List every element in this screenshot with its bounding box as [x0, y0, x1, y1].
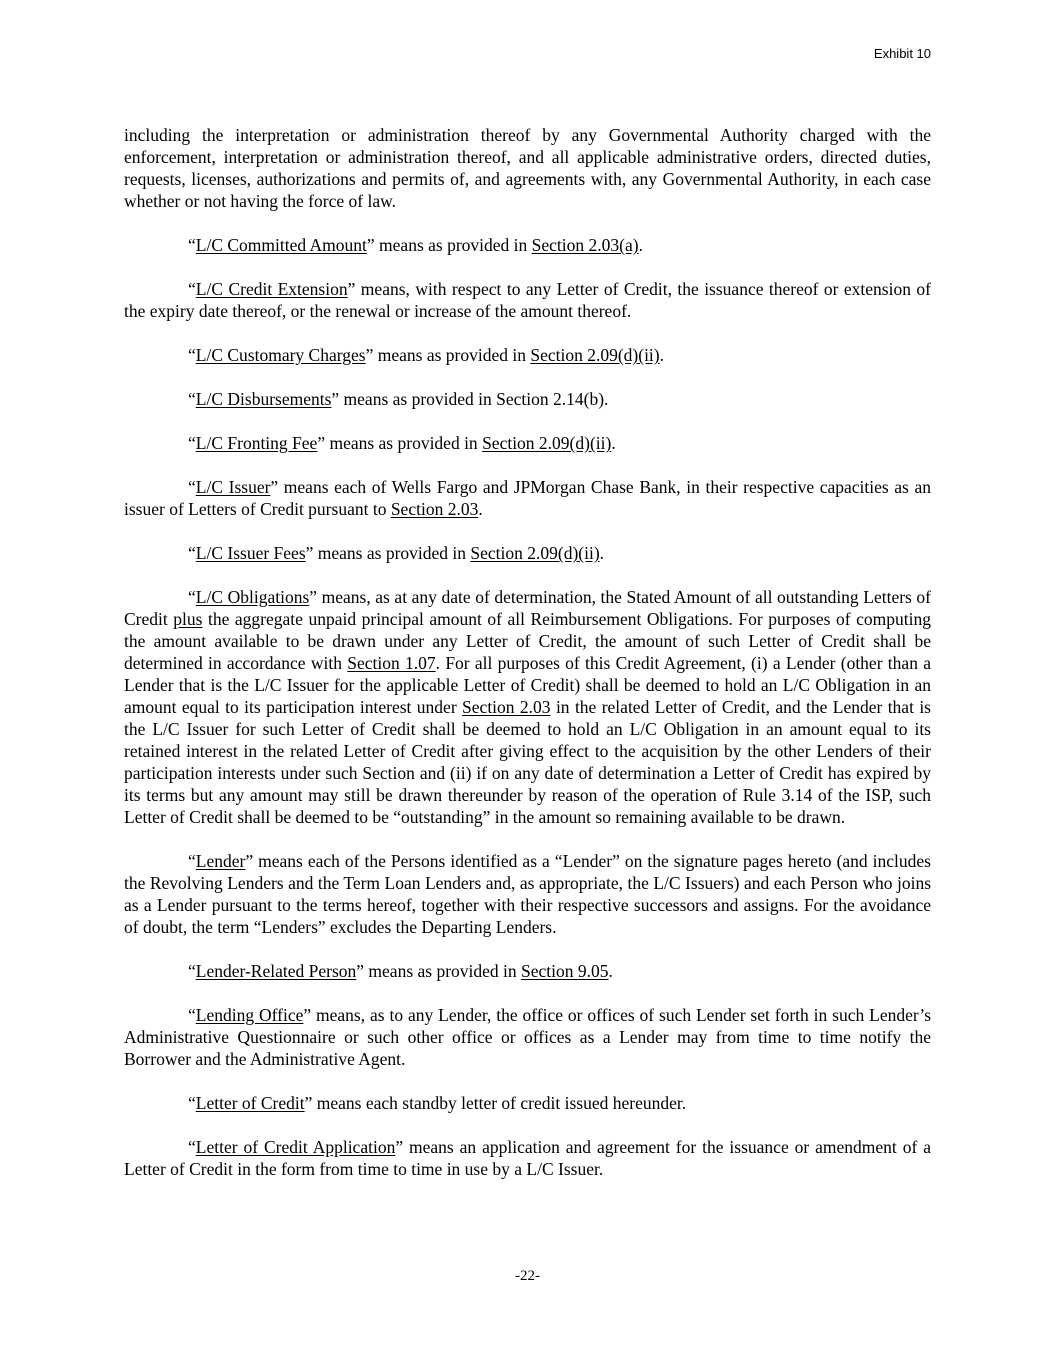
definition-lc-obligations: “L/C Obligations” means, as at any date of determination, the Stated Amount of all outstanding Letters of Credit plus the aggregate unpaid principal amount of all Reimbursement Obligations. For purposes of computing the amount available to be drawn under any Letter of Credit, the amount of such Letter of Credit shall be determined in accordance with Section 1.07. For all purposes of this Credit Agreement, (i) a Lender (other than a Lender that is the L/C Issuer for the applicable Letter of Credit) shall be deemed to hold an L/C Obligation in an amount equal to its participation interest under Section 2.03 in the related Letter of Credit, and the Lender that is the L/C Issuer for such Letter of Credit shall be deemed to hold an L/C Obligation in an amount equal to its retained interest in the related Letter of Credit after giving effect to the acquisition by the other Lenders of their participation interests under such Section and (ii) if on any date of determination a Letter of Credit has expired by its terms but any amount may still be drawn thereunder by reason of the operation of Rule 3.14 of the ISP, such Letter of Credit shall be deemed to be “outstanding” in the amount so remaining available to be drawn. [124, 587, 932, 827]
defined-term: L/C Issuer [195, 477, 271, 497]
section-reference: Section 9.05 [521, 961, 609, 981]
section-reference: Section 2.09(d)(ii) [470, 543, 600, 563]
definition-lc-customary-charges: “L/C Customary Charges” means as provided in Section 2.09(d)(ii). [188, 345, 664, 365]
section-reference: Section 2.09(d)(ii) [482, 433, 612, 453]
defined-term: L/C Credit Extension [195, 279, 348, 299]
intro-paragraph: including the interpretation or administration thereof by any Governmental Authority charged with the enforcement, interpretation or administration thereof, and all applicable administrative orders, directed duties, requests, licenses, authorizations and permits of, and agreements with, any Governmental Authority, in each case whether or not having the force of law. [124, 125, 931, 211]
defined-term: Lending Office [195, 1005, 304, 1025]
definition-lc-disbursements: “L/C Disbursements” means as provided in Section 2.14(b). [188, 389, 609, 409]
defined-term: Lender [195, 851, 246, 871]
section-reference: Section 2.03 [390, 499, 479, 519]
definition-letter-of-credit-application: “Letter of Credit Application” means an application and agreement for the issuance or amendment of a Letter of Credit in the form from time to time in use by a L/C Issuer. [124, 1137, 931, 1179]
defined-term: L/C Issuer Fees [195, 543, 306, 563]
exhibit-label: Exhibit 10 [873, 46, 931, 61]
defined-term: L/C Committed Amount [195, 235, 367, 255]
definition-lc-issuer-fees: “L/C Issuer Fees” means as provided in Section 2.09(d)(ii). [188, 543, 605, 563]
defined-term: L/C Customary Charges [195, 345, 366, 365]
section-reference: Section 1.07 [347, 653, 436, 673]
section-reference: Section 2.03 [462, 697, 551, 717]
section-reference: Section 2.03(a) [531, 235, 639, 255]
defined-term: Letter of Credit Application [195, 1137, 396, 1157]
definition-lc-fronting-fee: “L/C Fronting Fee” means as provided in Section 2.09(d)(ii). [188, 433, 616, 453]
defined-term: L/C Fronting Fee [195, 433, 318, 453]
defined-term: L/C Disbursements [195, 389, 332, 409]
definition-lc-credit-extension: “L/C Credit Extension” means, with respect to any Letter of Credit, the issuance thereof or extension of the expiry date thereof, or the renewal or increase of the amount thereof. [124, 279, 931, 321]
section-reference: Section 2.09(d)(ii) [530, 345, 660, 365]
definition-lending-office: “Lending Office” means, as to any Lender, the office or offices of such Lender set forth in such Lender’s Administrative Questionnaire or such other office or offices as a Lender may from time to time notify the Borrower and the Administrative Agent. [124, 1005, 932, 1069]
definition-lc-committed-amount: “L/C Committed Amount” means as provided in Section 2.03(a). [188, 235, 643, 255]
definition-lender-related-person: “Lender-Related Person” means as provided in Section 9.05. [188, 961, 613, 981]
definition-lender: “Lender” means each of the Persons identified as a “Lender” on the signature pages hereto (and includes the Revolving Lenders and the Term Loan Lenders and, as appropriate, the L/C Issuers) and each Person who joins as a Lender pursuant to the terms hereof, together with their respective successors and assigns. For the avoidance of doubt, the term “Lenders” excludes the Departing Lenders. [124, 851, 931, 937]
definition-lc-issuer: “L/C Issuer” means each of Wells Fargo and JPMorgan Chase Bank, in their respective capacities as an issuer of Letters of Credit pursuant to Section 2.03. [124, 477, 931, 519]
defined-term: Lender-Related Person [195, 961, 357, 981]
page-number: -22- [515, 1268, 540, 1284]
defined-term: L/C Obligations [195, 587, 310, 607]
defined-term: Letter of Credit [195, 1093, 305, 1113]
document-body [124, 124, 931, 1202]
emphasis-plus: plus [173, 609, 203, 629]
definition-letter-of-credit: “Letter of Credit” means each standby letter of credit issued hereunder. [188, 1093, 687, 1113]
